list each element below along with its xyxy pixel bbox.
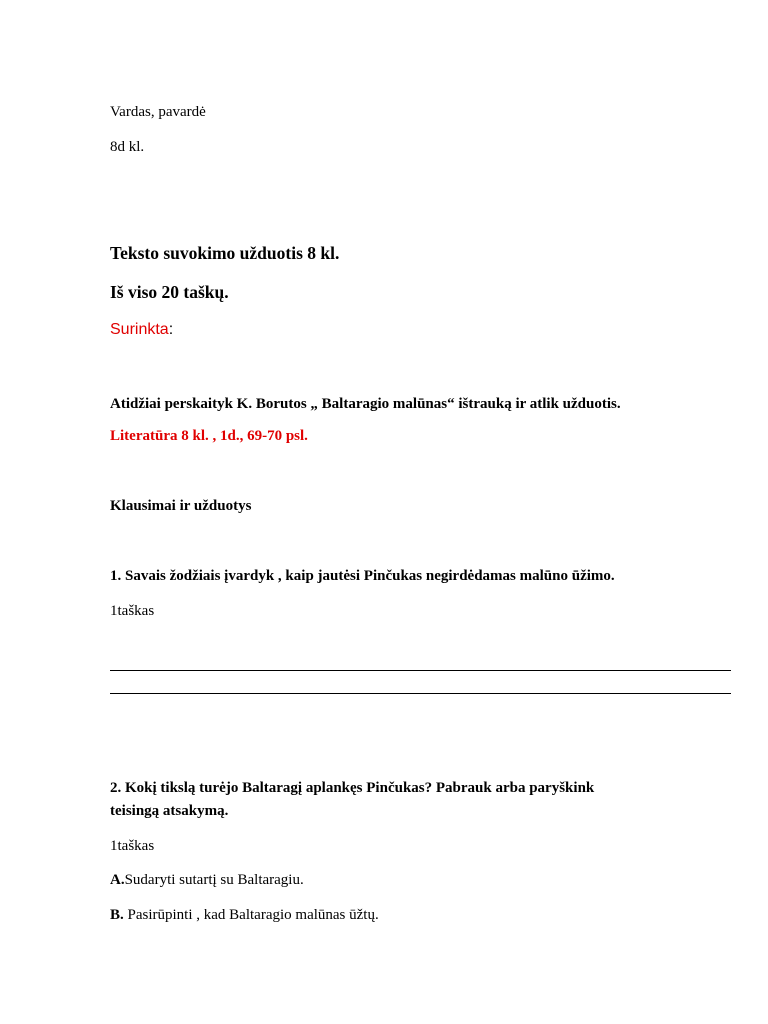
option-b[interactable] bbox=[110, 907, 379, 924]
option-a[interactable] bbox=[110, 872, 304, 889]
question-1-points: 1taškas bbox=[110, 603, 155, 619]
class-label: 8d kl. bbox=[110, 139, 145, 155]
collected-label: Surinkta bbox=[110, 321, 169, 338]
answer-line-1[interactable] bbox=[110, 670, 731, 671]
collected-colon: : bbox=[168, 321, 174, 338]
option-a-letter: A. bbox=[110, 872, 125, 888]
name-label: Vardas, pavardė bbox=[110, 104, 206, 120]
question-1: 1. Savais žodžiais įvardyk , kaip jautėsi Pinčukas negirdėdamas malūno ūžimo. bbox=[110, 568, 615, 584]
question-2-line-1: 2. Kokį tikslą turėjo Baltaragį aplankęs Pinčukas? Pabrauk arba paryškink bbox=[110, 780, 595, 796]
textbook-reference: Literatūra 8 kl. , 1d., 69-70 psl. bbox=[110, 428, 308, 444]
page-title: Teksto suvokimo užduotis 8 kl. bbox=[110, 243, 340, 263]
option-a-text: Sudaryti sutartį su Baltaragiu. bbox=[124, 872, 304, 888]
instructions-text: Atidžiai perskaityk K. Borutos „ Baltaragio malūnas“ ištrauką ir atlik užduotis. bbox=[110, 396, 621, 412]
option-b-text: Pasirūpinti , kad Baltaragio malūnas ūžtų. bbox=[123, 907, 379, 923]
total-points: Iš viso 20 taškų. bbox=[110, 282, 229, 302]
question-2-points: 1taškas bbox=[110, 838, 155, 854]
section-heading: Klausimai ir užduotys bbox=[110, 498, 252, 514]
question-2-line-2: teisingą atsakymą. bbox=[110, 803, 229, 819]
answer-line-2[interactable] bbox=[110, 693, 731, 694]
collected-points bbox=[110, 321, 173, 339]
option-b-letter: B. bbox=[110, 907, 124, 923]
